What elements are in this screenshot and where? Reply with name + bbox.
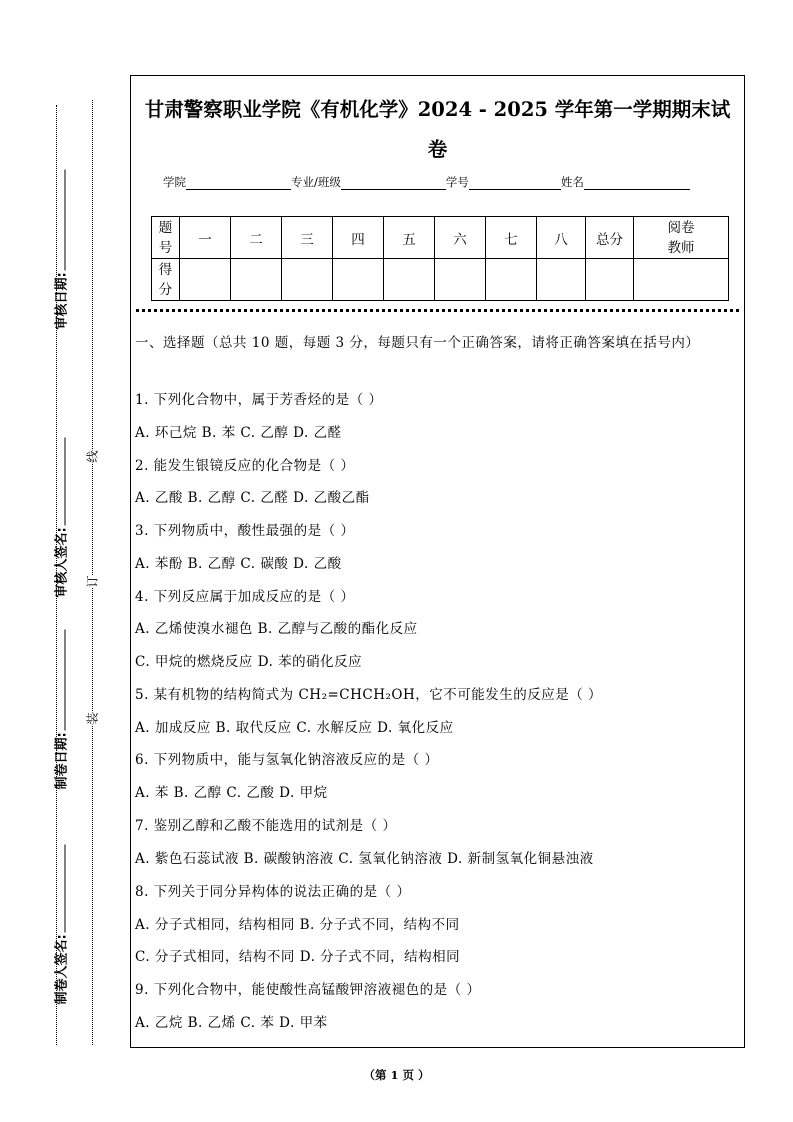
question-9: 9. 下列化合物中，能使酸性高锰酸钾溶液褪色的是（ ） bbox=[135, 982, 481, 998]
field-major-class-label: 专业/班级 bbox=[291, 175, 341, 189]
score-cell[interactable] bbox=[435, 259, 486, 301]
question-6: 6. 下列物质中，能与氢氧化钠溶液反应的是（ ） bbox=[135, 752, 439, 768]
binding-line-inner bbox=[92, 100, 93, 1045]
field-college-label: 学院 bbox=[163, 175, 186, 189]
score-cell[interactable] bbox=[231, 259, 282, 301]
field-name-label: 姓名 bbox=[560, 175, 584, 189]
score-cell[interactable] bbox=[486, 259, 537, 301]
exam-frame bbox=[130, 75, 745, 1048]
question-1: 1. 下列化合物中，属于芳香烃的是（ ） bbox=[135, 392, 383, 408]
score-cell[interactable] bbox=[180, 259, 231, 301]
col-header-1: 一 bbox=[180, 217, 231, 259]
question-3-options: A. 苯酚 B. 乙醇 C. 碳酸 D. 乙酸 bbox=[135, 556, 342, 572]
reviewer-signature-label: 审核人签名: bbox=[51, 438, 70, 598]
question-7-options: A. 紫色石蕊试液 B. 碳酸钠溶液 C. 氢氧化钠溶液 D. 新制氢氧化铜悬浊液 bbox=[135, 851, 594, 867]
binding-mark-staple: 订 bbox=[85, 575, 100, 588]
score-cell[interactable] bbox=[384, 259, 435, 301]
score-cell-grader[interactable] bbox=[634, 259, 729, 301]
binding-mark-line: 线 bbox=[85, 450, 100, 463]
field-student-id-blank[interactable] bbox=[469, 177, 561, 190]
question-9-options: A. 乙烷 B. 乙烯 C. 苯 D. 甲苯 bbox=[135, 1015, 328, 1031]
exam-title-line2: 卷 bbox=[427, 138, 448, 161]
question-3: 3. 下列物质中，酸性最强的是（ ） bbox=[135, 523, 355, 539]
score-cell-total[interactable] bbox=[586, 259, 634, 301]
field-college-blank[interactable] bbox=[186, 177, 291, 190]
col-header-total: 总分 bbox=[586, 217, 634, 259]
question-2-options: A. 乙酸 B. 乙醇 C. 乙醛 D. 乙酸乙酯 bbox=[135, 490, 370, 506]
col-header-7: 七 bbox=[486, 217, 537, 259]
exam-title bbox=[131, 90, 744, 170]
question-8-options-cd: C. 分子式相同，结构不同 D. 分子式不同，结构相同 bbox=[135, 949, 461, 965]
col-header-8: 八 bbox=[537, 217, 586, 259]
col-header-4: 四 bbox=[333, 217, 384, 259]
field-name-blank[interactable] bbox=[584, 177, 690, 190]
col-header-grader: 阅卷 教师 bbox=[634, 217, 729, 259]
question-2: 2. 能发生银镜反应的化合物是（ ） bbox=[135, 458, 355, 474]
question-5: 5. 某有机物的结构简式为 CH₂=CHCH₂OH，它不可能发生的反应是（ ） bbox=[135, 687, 603, 703]
col-header-5: 五 bbox=[384, 217, 435, 259]
field-major-class-blank[interactable] bbox=[341, 177, 446, 190]
row-label-question-no: 题 号 bbox=[152, 217, 180, 259]
section-heading: 一、选择题（总共 10 题，每题 3 分，每题只有一个正确答案，请将正确答案填在括号内） bbox=[135, 335, 700, 351]
question-4-options-ab: A. 乙烯使溴水褪色 B. 乙醇与乙酸的酯化反应 bbox=[135, 621, 418, 637]
field-student-id-label: 学号 bbox=[445, 175, 469, 189]
score-cell[interactable] bbox=[537, 259, 586, 301]
question-7: 7. 鉴别乙醇和乙酸不能选用的试剂是（ ） bbox=[135, 818, 397, 834]
header-separator bbox=[136, 309, 739, 312]
row-label-score: 得 分 bbox=[152, 259, 180, 301]
student-info-row bbox=[163, 174, 690, 190]
question-6-options: A. 苯 B. 乙醇 C. 乙酸 D. 甲烷 bbox=[135, 785, 328, 801]
binding-mark-bind: 装 bbox=[85, 712, 100, 725]
score-cell[interactable] bbox=[333, 259, 384, 301]
col-header-2: 二 bbox=[231, 217, 282, 259]
question-4: 4. 下列反应属于加成反应的是（ ） bbox=[135, 589, 355, 605]
question-8: 8. 下列关于同分异构体的说法正确的是（ ） bbox=[135, 884, 411, 900]
exam-title-line1: 甘肃警察职业学院《有机化学》2024 - 2025 学年第一学期期末试 bbox=[144, 98, 731, 121]
review-date-label: 审核日期: bbox=[51, 170, 70, 330]
paper-date-label: 制卷日期: bbox=[51, 630, 70, 790]
paper-maker-signature-label: 制卷人签名: bbox=[51, 845, 70, 1005]
question-4-options-cd: C. 甲烷的燃烧反应 D. 苯的硝化反应 bbox=[135, 654, 363, 670]
question-5-options: A. 加成反应 B. 取代反应 C. 水解反应 D. 氧化反应 bbox=[135, 720, 454, 736]
page-number: （第 1 页 ） bbox=[363, 1068, 430, 1082]
score-table bbox=[151, 216, 729, 301]
score-cell[interactable] bbox=[282, 259, 333, 301]
question-1-options: A. 环己烷 B. 苯 C. 乙醇 D. 乙醛 bbox=[135, 425, 342, 441]
col-header-6: 六 bbox=[435, 217, 486, 259]
question-8-options-ab: A. 分子式相同，结构相同 B. 分子式不同，结构不同 bbox=[135, 917, 460, 933]
col-header-3: 三 bbox=[282, 217, 333, 259]
